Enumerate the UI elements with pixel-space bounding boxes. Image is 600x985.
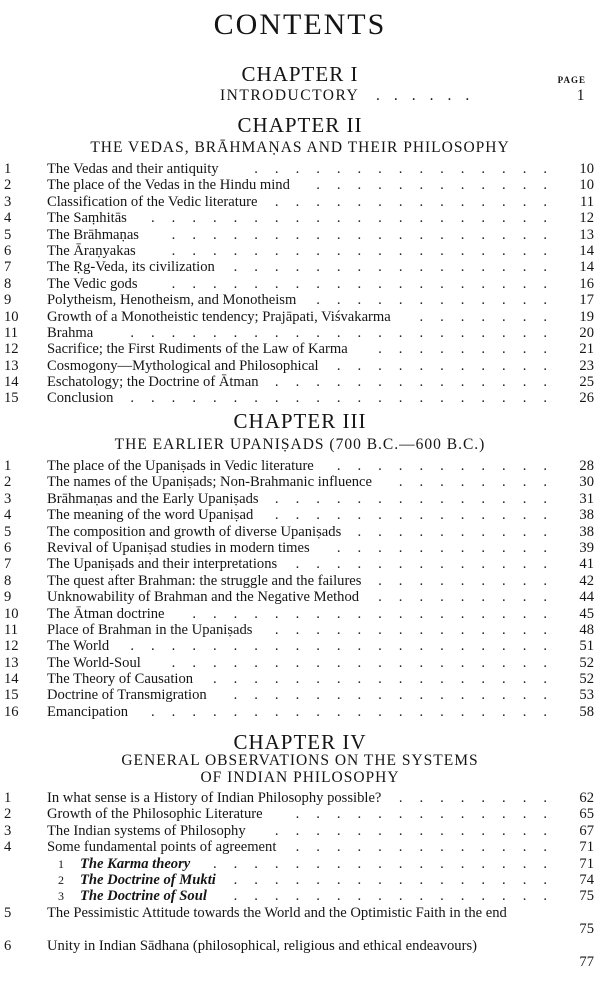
chapter-4-title: CHAPTER IV [233, 730, 367, 754]
entry-title: The Karma theory [80, 855, 191, 872]
entry-title: Polytheism, Henotheism, and Monotheism [47, 292, 297, 309]
entry-title: The meaning of the word Upaniṣad [47, 507, 254, 524]
toc-entry [0, 243, 600, 259]
leader-dots: ................... [171, 226, 564, 243]
entry-number: 7 [4, 259, 12, 276]
toc-entry [0, 524, 600, 540]
toc-entry [0, 358, 600, 374]
entry-page: 51 [579, 638, 594, 655]
leader-dots: .............. [274, 822, 564, 839]
entry-title: The place of the Upaniṣads in Vedic literature [47, 458, 314, 474]
toc-entry [0, 325, 600, 341]
leader-dots: .................... [151, 703, 564, 720]
leader-dots: .................. [192, 605, 564, 622]
entry-page: 74 [579, 871, 594, 888]
entry-number: 9 [4, 589, 12, 606]
entry-number: 12 [4, 638, 19, 655]
leader-dots: ................... [171, 275, 564, 292]
leader-dots: .............. [274, 374, 564, 391]
toc-entry [0, 374, 600, 390]
entry-title: The Ātman doctrine [47, 605, 165, 622]
entry-number: 13 [4, 654, 19, 671]
entry-page: 14 [579, 242, 594, 259]
toc-entry [0, 573, 600, 589]
entry-number: 2 [4, 177, 12, 194]
toc-entry [0, 458, 600, 474]
toc-entry [0, 491, 600, 507]
toc-entry [0, 556, 600, 572]
toc-entry [0, 622, 600, 638]
toc-entry [0, 823, 600, 839]
entry-title: The Doctrine of Soul [80, 888, 207, 905]
toc-entry [0, 655, 600, 671]
entry-page: 44 [579, 589, 594, 606]
entry-page: 71 [579, 855, 594, 872]
toc-entry [0, 540, 600, 556]
entry-number: 3 [4, 193, 12, 210]
entry-page: 65 [579, 806, 594, 823]
leader-dots: ................ [233, 259, 564, 276]
entry-title: The Theory of Causation [47, 671, 194, 688]
chapter-2-entries [0, 161, 600, 407]
entry-page: 21 [579, 341, 594, 358]
toc-entry [0, 905, 600, 938]
entry-number: 4 [4, 210, 12, 227]
entry-title: The Ṛg-Veda, its civilization [47, 259, 215, 276]
toc-entry [0, 194, 600, 210]
entry-title: The Pessimistic Attitude towards the World and the Optimistic Faith in the end [47, 904, 507, 921]
toc-entry [0, 606, 600, 622]
entry-number: 2 [58, 872, 64, 887]
entry-page: 26 [579, 390, 594, 407]
leader-dots: ....... [419, 308, 564, 325]
toc-entry [0, 292, 600, 308]
toc-entry [0, 638, 600, 654]
entry-number: 12 [4, 341, 19, 358]
chapter-3-title: CHAPTER III [233, 409, 367, 433]
entry-number: 2 [4, 806, 12, 823]
entry-number: 15 [4, 390, 19, 407]
entry-title: The Doctrine of Mukti [80, 871, 216, 888]
entry-title: Some fundamental points of agreement [47, 839, 277, 856]
leader-dots: ..................... [130, 638, 564, 655]
leader-dots: .............. [274, 490, 564, 507]
entry-number: 8 [4, 275, 12, 292]
leader-dots: .............. [274, 507, 564, 524]
chapter-1-entry [220, 87, 586, 105]
entry-number: 14 [4, 374, 19, 391]
entry-page: 41 [579, 556, 594, 573]
toc-entry [0, 177, 600, 193]
toc-entry [0, 161, 600, 177]
entry-page: 62 [579, 790, 594, 806]
entry-title: Doctrine of Transmigration [47, 687, 207, 704]
toc-entry [0, 704, 600, 720]
toc-entry [0, 938, 600, 971]
entry-number: 10 [4, 605, 19, 622]
entry-number: 6 [4, 242, 12, 259]
entry-page: 53 [579, 687, 594, 704]
entry-page: 31 [579, 490, 594, 507]
leader-dots: .............. [274, 193, 564, 210]
entry-number: 7 [4, 556, 12, 573]
entry-title: Cosmogony—Mythological and Philosophical [47, 357, 319, 374]
toc-entry [0, 671, 600, 687]
entry-page: 45 [579, 605, 594, 622]
chapter-2-subtitle: THE VEDAS, BRĀHMAṆAS AND THEIR PHILOSOPHY [90, 139, 510, 156]
entry-title: The names of the Upaniṣads; Non-Brahmanic influence [47, 474, 373, 491]
leader-dots: ................... [171, 654, 564, 671]
leader-dots: ............ [316, 177, 564, 194]
toc-entry [0, 227, 600, 243]
entry-number: 3 [58, 889, 64, 904]
entry-number: 15 [4, 687, 19, 704]
entry-title: Unity in Indian Sādhana (philosophical, religious and ethical endeavours) [47, 937, 477, 954]
leader-dots: ........ [398, 474, 564, 491]
entry-number: 5 [4, 523, 12, 540]
entry-number: 5 [4, 226, 12, 243]
leader-dots: ............... [254, 161, 564, 177]
entry-title: Eschatology; the Doctrine of Ātman [47, 374, 259, 391]
entry-title: Emancipation [47, 703, 129, 720]
leader-dots: ............ [316, 292, 564, 309]
leader-dots: ........... [336, 357, 564, 374]
entry-page: 42 [579, 572, 594, 589]
leader-dots: ............. [295, 556, 564, 573]
entry-page: 23 [579, 357, 594, 374]
leader-dots: ..................... [130, 390, 564, 407]
entry-number: 3 [4, 490, 12, 507]
leader-dots: ..................... [130, 324, 564, 341]
entry-page: 39 [579, 539, 594, 556]
entry-title: The quest after Brahman: the struggle and the failures [47, 572, 362, 589]
leader-dots: .......... [357, 523, 564, 540]
leader-dots: ...... [376, 87, 484, 104]
entry-title: Sacrifice; the First Rudiments of the Law of Karma [47, 341, 348, 358]
entry-number: 1 [4, 458, 12, 474]
toc-entry [0, 390, 600, 406]
toc-entry [0, 474, 600, 490]
entry-page: 12 [579, 210, 594, 227]
entry-page: 71 [579, 839, 594, 856]
entry-title: The Āraṇyakas [47, 242, 136, 259]
entry-title: Place of Brahman in the Upaniṣads [47, 621, 253, 638]
toc-entry [0, 341, 600, 357]
entry-number: 4 [4, 507, 12, 524]
toc-entry [0, 589, 600, 605]
toc-entry [0, 856, 600, 872]
chapter-4-subtitle-line-2: OF INDIAN PHILOSOPHY [200, 769, 400, 786]
leader-dots: ................ [233, 871, 564, 888]
entry-title: Conclusion [47, 390, 114, 407]
entry-page: 11 [579, 193, 594, 210]
toc-entry [0, 839, 600, 855]
entry-page: 58 [579, 703, 594, 720]
entry-page: 75 [579, 888, 594, 905]
entry-page: 30 [579, 474, 594, 491]
entry-page: 19 [579, 308, 594, 325]
entry-page: 52 [579, 654, 594, 671]
chapter-4-entries [0, 790, 600, 971]
entry-number: 14 [4, 671, 19, 688]
entry-title: The place of the Vedas in the Hindu mind [47, 177, 290, 194]
chapter-4-subtitle-line-1: GENERAL OBSERVATIONS ON THE SYSTEMS [121, 752, 479, 769]
entry-page: 14 [579, 259, 594, 276]
chapter-1-subtitle: INTRODUCTORY [220, 87, 360, 104]
entry-page: 20 [579, 324, 594, 341]
entry-page: 25 [579, 374, 594, 391]
leader-dots: ......... [378, 341, 564, 358]
toc-entry [0, 806, 600, 822]
leader-dots: .............. [274, 621, 564, 638]
toc-entry [0, 210, 600, 226]
leader-dots: ................. [212, 855, 564, 872]
toc-entry [0, 687, 600, 703]
entry-title: The Upaniṣads and their interpretations [47, 556, 278, 573]
entry-title: The Vedas and their antiquity [47, 161, 219, 177]
toc-entry [0, 790, 600, 806]
entry-page: 75 [579, 921, 594, 938]
page-column-label: PAGE [557, 75, 586, 85]
entry-title: Brāhmaṇas and the Early Upaniṣads [47, 490, 259, 507]
page-title: CONTENTS [213, 8, 387, 41]
entry-number: 2 [4, 474, 12, 491]
entry-title: Unknowability of Brahman and the Negative Method [47, 589, 360, 606]
leader-dots: ................ [233, 687, 564, 704]
entry-number: 4 [4, 839, 12, 856]
entry-number: 16 [4, 703, 19, 720]
entry-page: 67 [579, 822, 594, 839]
toc-entry [0, 309, 600, 325]
leader-dots: ............. [295, 806, 564, 823]
entry-page: 52 [579, 671, 594, 688]
entry-title: Classification of the Vedic literature [47, 193, 258, 210]
toc-entry [0, 507, 600, 523]
leader-dots: ............. [295, 839, 564, 856]
leader-dots: ........ [398, 790, 564, 806]
entry-number: 11 [4, 621, 19, 638]
chapter-3-entries [0, 458, 600, 720]
entry-title: The composition and growth of diverse Upaniṣads [47, 523, 342, 540]
entry-title: The World [47, 638, 110, 655]
entry-title: The Vedic gods [47, 275, 138, 292]
entry-title: In what sense is a History of Indian Philosophy possible? [47, 790, 382, 806]
entry-number: 1 [4, 161, 12, 177]
entry-title: Revival of Upaniṣad studies in modern times [47, 539, 310, 556]
leader-dots: ........... [336, 458, 564, 474]
entry-title: The Indian systems of Philosophy [47, 822, 246, 839]
entry-page: 48 [579, 621, 594, 638]
entry-title: The World-Soul [47, 654, 141, 671]
toc-entry [0, 276, 600, 292]
entry-number: 8 [4, 572, 12, 589]
entry-page: 10 [579, 161, 594, 177]
entry-title: The Saṃhitās [47, 210, 127, 227]
entry-title: Growth of the Philosophic Literature [47, 806, 263, 823]
entry-title: Growth of a Monotheistic tendency; Prajāpati, Viśvakarma [47, 308, 391, 325]
entry-page: 28 [579, 458, 594, 474]
leader-dots: ................... [171, 242, 564, 259]
entry-number: 6 [4, 539, 12, 556]
entry-page: 38 [579, 523, 594, 540]
entry-page: 13 [579, 226, 594, 243]
entry-number: 5 [4, 904, 12, 921]
chapter-1-title: CHAPTER I [241, 62, 359, 86]
toc-entry [0, 259, 600, 275]
toc-entry [0, 888, 600, 904]
entry-number: 1 [4, 790, 12, 806]
entry-number: 11 [4, 324, 19, 341]
entry-number: 10 [4, 308, 19, 325]
entry-number: 3 [4, 822, 12, 839]
entry-number: 1 [58, 856, 64, 871]
entry-page: 17 [579, 292, 594, 309]
entry-title: The Brāhmaṇas [47, 226, 139, 243]
chapter-3-subtitle: THE EARLIER UPANIṢADS (700 B.C.—600 B.C.) [114, 436, 486, 453]
entry-number: 13 [4, 357, 19, 374]
leader-dots: ......... [378, 572, 564, 589]
entry-page: 77 [579, 954, 594, 971]
toc-entry [0, 872, 600, 888]
chapter-2-title: CHAPTER II [237, 113, 363, 137]
leader-dots: ........... [336, 539, 564, 556]
chapter-1-page: 1 [576, 87, 586, 104]
leader-dots: .................... [151, 210, 564, 227]
entry-number: 9 [4, 292, 12, 309]
entry-number: 6 [4, 937, 12, 954]
entry-page: 16 [579, 275, 594, 292]
leader-dots: ................. [212, 671, 564, 688]
leader-dots: ................ [233, 888, 564, 905]
entry-page: 10 [579, 177, 594, 194]
leader-dots: ......... [378, 589, 564, 606]
entry-page: 38 [579, 507, 594, 524]
entry-title: Brahma [47, 324, 94, 341]
